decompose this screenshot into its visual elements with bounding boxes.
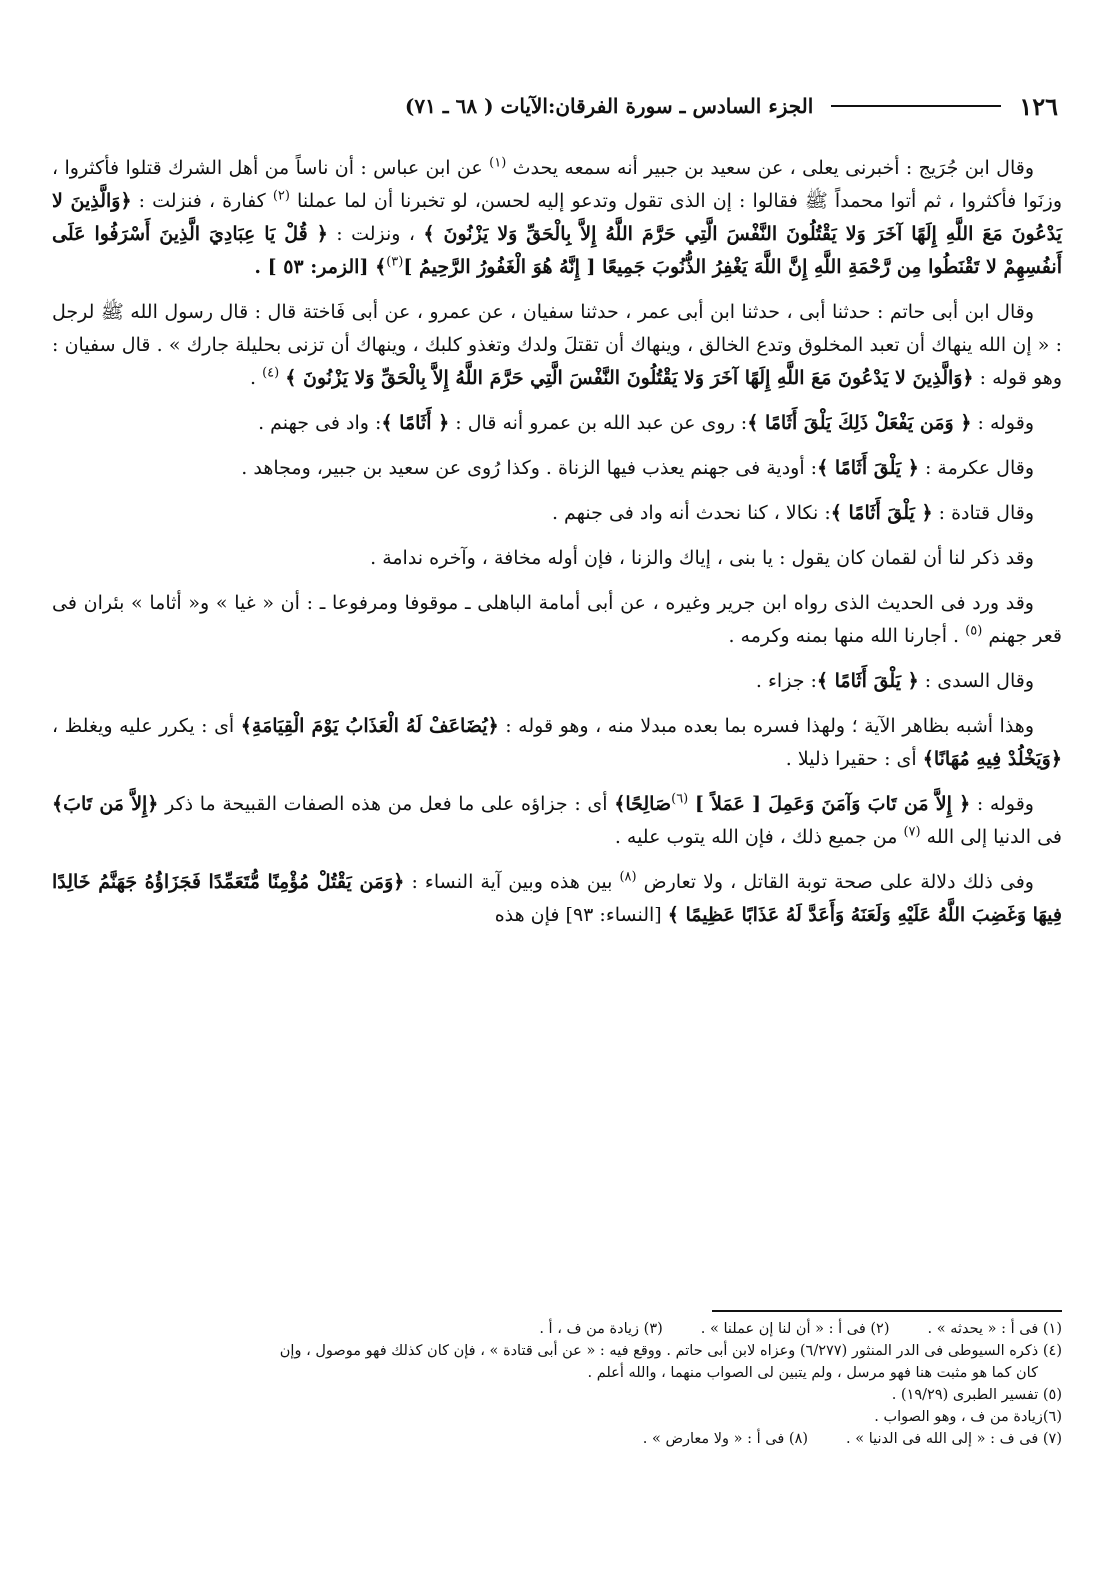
quran-verse: ﴿ إِلاَّ مَن تَابَ وَآمَنَ وَعَمِلَ [ عَمَلاً ] xyxy=(694,793,971,815)
footnote: (٣) زيادة من ف ، أ . xyxy=(539,1321,663,1337)
quran-verse: ﴿وَيَخْلُدْ فِيهِ مُهَانًا﴾ xyxy=(922,748,1062,770)
text-run: وقد ذكر لنا أن لقمان كان يقول : يا بنى ، إياك والزنا ، فإن أوله مخافة ، وآخره ندامة . xyxy=(370,547,1034,569)
quran-verse: ﴿ قُلْ يَا عِبَادِيَ الَّذِينَ أَسْرَفُوا عَلَى أَنفُسِهِمْ لا تَقْنَطُوا مِن رَّحْمَةِ اللَّهِ إِنَّ اللَّهَ يَغْفِرُ الذُّنُوبَ جَمِيعًا [ إِنَّهُ هُوَ الْغَفُورُ الرَّحِيمُ ] xyxy=(52,223,1062,278)
footnote: (٨) فى أ : « ولا معارض » . xyxy=(642,1431,809,1447)
text-run: أى : حقيرا ذليلا . xyxy=(785,748,917,770)
footnote-continuation: كان كما هو مثبت هنا فهو مرسل ، ولم يتبين لى الصواب منهما ، والله أعلم . xyxy=(587,1365,1038,1381)
footnote-marker: (٧) xyxy=(903,824,921,840)
text-run: فى الدنيا إلى الله xyxy=(926,826,1062,848)
quran-verse: ﴿وَالَّذِينَ لا يَدْعُونَ مَعَ اللَّهِ إِلَهًا آخَرَ وَلا يَقْتُلُونَ النَّفْسَ الَّتِي حَرَّمَ اللَّهُ إِلاَّ بِالْحَقِّ وَلا يَزْنُونَ ﴾ xyxy=(285,367,974,389)
page-header xyxy=(56,88,1058,124)
footnote-marker: (١) xyxy=(489,155,507,171)
paragraph xyxy=(52,788,1062,854)
text-run: وقوله : xyxy=(977,412,1034,434)
footnote-marker: (٤) xyxy=(262,365,280,381)
text-run: وقال السدى : xyxy=(924,670,1034,692)
quran-verse: ﴿وَالَّذِينَ لا يَدْعُونَ مَعَ اللَّهِ إِلَهًا آخَرَ وَلا يَقْتُلُونَ النَّفْسَ الَّتِي حَرَّمَ اللَّهُ إِلاَّ بِالْحَقِّ وَلا يَزْنُونَ ﴾ xyxy=(52,190,1062,245)
text-run: وقوله : xyxy=(976,793,1034,815)
footnote-marker: (٦) xyxy=(671,791,689,807)
text-run: كفارة ، فنزلت : xyxy=(138,190,266,212)
paragraph xyxy=(52,152,1062,284)
text-run: وفى ذلك دلالة على صحة توبة القاتل ، ولا تعارض xyxy=(643,871,1034,893)
footnote: (٥) تفسير الطبرى (١٩/٢٩) . xyxy=(891,1387,1062,1403)
text-run: : أودية فى جهنم يعذب فيها الزناة . وكذا رُوى عن سعيد بن جبير، ومجاهد . xyxy=(241,457,818,479)
text-run: : جزاء . xyxy=(755,670,817,692)
text-run: وقال عكرمة : xyxy=(924,457,1034,479)
quran-verse: ﴿ يَلْقَ أَثَامًا ﴾ xyxy=(817,457,919,479)
quran-verse: ﴿ وَمَن يَفْعَلْ ذَلِكَ يَلْقَ أَثَامًا ﴾ xyxy=(747,412,972,434)
paragraph xyxy=(52,497,1062,530)
footnote: (٦)زيادة من ف ، وهو الصواب . xyxy=(874,1409,1062,1425)
text-run: عن ابن عباس : أن ناساً من أهل الشرك قتلوا فأكثروا ، وزنَوا فأكثروا ، ثم أتوا محمداً ﷺ فقالوا : إن الذى تقول وتدعو إليه لحسن، لو تخبرنا أن لما عملنا xyxy=(52,157,1062,212)
paragraph xyxy=(52,452,1062,485)
main-text xyxy=(52,152,1062,944)
text-run: وهذا أشبه بظاهر الآية ؛ ولهذا فسره بما بعده مبدلا منه ، وهو قوله : xyxy=(505,715,1034,737)
footnote-marker: (٨) xyxy=(619,869,637,885)
text-run: وقال ابن جُرَيج : أخبرنى يعلى ، عن سعيد بن جبير أنه سمعه يحدث xyxy=(512,157,1035,179)
text-run: : نكالا ، كنا نحدث أنه واد فى جنهم . xyxy=(551,502,831,524)
text-run: ﴾ [الزمر: ٥٣ ] . xyxy=(254,256,387,278)
paragraph xyxy=(52,296,1062,395)
footnote: (١) فى أ : « يحدثه » . xyxy=(927,1321,1062,1337)
footnote: (٢) فى أ : « أن لنا إن عملنا » . xyxy=(700,1321,890,1337)
text-run: ، ونزلت : xyxy=(336,223,415,245)
text-run: وقد ورد فى الحديث الذى رواه ابن جرير وغيره ، عن أبى أمامة الباهلى ـ موقوفا ومرفوعا ـ : أن « غيا » و« أثاما » بئران فى قعر جهنم xyxy=(52,592,1062,647)
footnote-row xyxy=(52,1428,1062,1450)
footnote-marker: (٢) xyxy=(272,188,290,204)
footnote-marker: (٣) xyxy=(386,254,404,270)
footnote-marker: (٥) xyxy=(965,623,983,639)
text-run: من جميع ذلك ، فإن الله يتوب عليه . xyxy=(614,826,898,848)
paragraph xyxy=(52,587,1062,653)
footnote: (٧) فى ف : « إلى الله فى الدنيا » . xyxy=(846,1431,1062,1447)
paragraph xyxy=(52,407,1062,440)
quran-verse: ﴿ أَثَامًا ﴾ xyxy=(381,412,450,434)
text-run: وقال ابن أبى حاتم : حدثنا أبى ، حدثنا ابن أبى عمر ، حدثنا سفيان ، عن عمرو ، عن أبى فَاختة قال : قال رسول الله ﷺ لرجل : « إن الله ينهاك أن تعبد المخلوق وتدع الخالق ، وينهاك أن تقتلَ ولدك وتغذو كلبك ، وينهاك أن تزنى بحليلة جارك » . قال سفيان : وهو قوله : xyxy=(52,301,1062,389)
text-run: وقال قتادة : xyxy=(938,502,1034,524)
text-run: أى : جزاؤه على ما فعل من هذه الصفات القبيحة ما ذكر xyxy=(165,793,608,815)
text-run: : روى عن عبد الله بن عمرو أنه قال : xyxy=(455,412,748,434)
header-rule xyxy=(831,105,1001,107)
text-run: : واد فى جهنم . xyxy=(258,412,382,434)
paragraph xyxy=(52,710,1062,776)
quran-verse: ﴿يُضَاعَفْ لَهُ الْعَذَابُ يَوْمَ الْقِيَامَةِ﴾ xyxy=(240,715,499,737)
paragraph xyxy=(52,542,1062,575)
paragraph xyxy=(52,665,1062,698)
running-title: الجزء السادس ـ سورة الفرقان:الآيات ( ٦٨ ـ ٧١) xyxy=(404,94,814,118)
paragraph xyxy=(52,866,1062,932)
quran-verse: ﴿ يَلْقَ أَثَامًا ﴾ xyxy=(830,502,933,524)
page-number: ١٢٦ xyxy=(1019,91,1058,121)
text-run: . xyxy=(250,367,257,389)
footnotes xyxy=(52,1318,1062,1450)
footnote: (٤) ذكره السيوطى فى الدر المنثور (٦/٢٧٧) وعزاه لابن أبى حاتم . ووقع فيه : « عن أبى قتادة » ، فإن كان كذلك فهو موصول ، وإن xyxy=(279,1343,1062,1359)
text-run: . أجارنا الله منها بمنه وكرمه . xyxy=(728,625,960,647)
text-run: أى : يكرر عليه ويغلظ ، xyxy=(52,715,235,737)
footnote-row xyxy=(52,1318,1062,1340)
quran-verse: صَالِحًا﴾ xyxy=(614,793,672,815)
quran-verse: ﴿وَمَن يَقْتُلْ مُؤْمِنًا مُّتَعَمِّدًا فَجَزَاؤُهُ جَهَنَّمُ خَالِدًا فِيهَا وَغَضِبَ اللَّهُ عَلَيْهِ وَلَعَنَهُ وَأَعَدَّ لَهُ عَذَابًا عَظِيمًا ﴾ xyxy=(52,871,1062,926)
quran-verse: ﴿إِلاَّ مَن تَابَ﴾ xyxy=(52,793,159,815)
text-run: [النساء: ٩٣] فإن هذه xyxy=(494,904,662,926)
footnote-separator xyxy=(712,1310,1062,1312)
quran-verse: ﴿ يَلْقَ أَثَامًا ﴾ xyxy=(816,670,919,692)
text-run: بين هذه وبين آية النساء : xyxy=(411,871,613,893)
